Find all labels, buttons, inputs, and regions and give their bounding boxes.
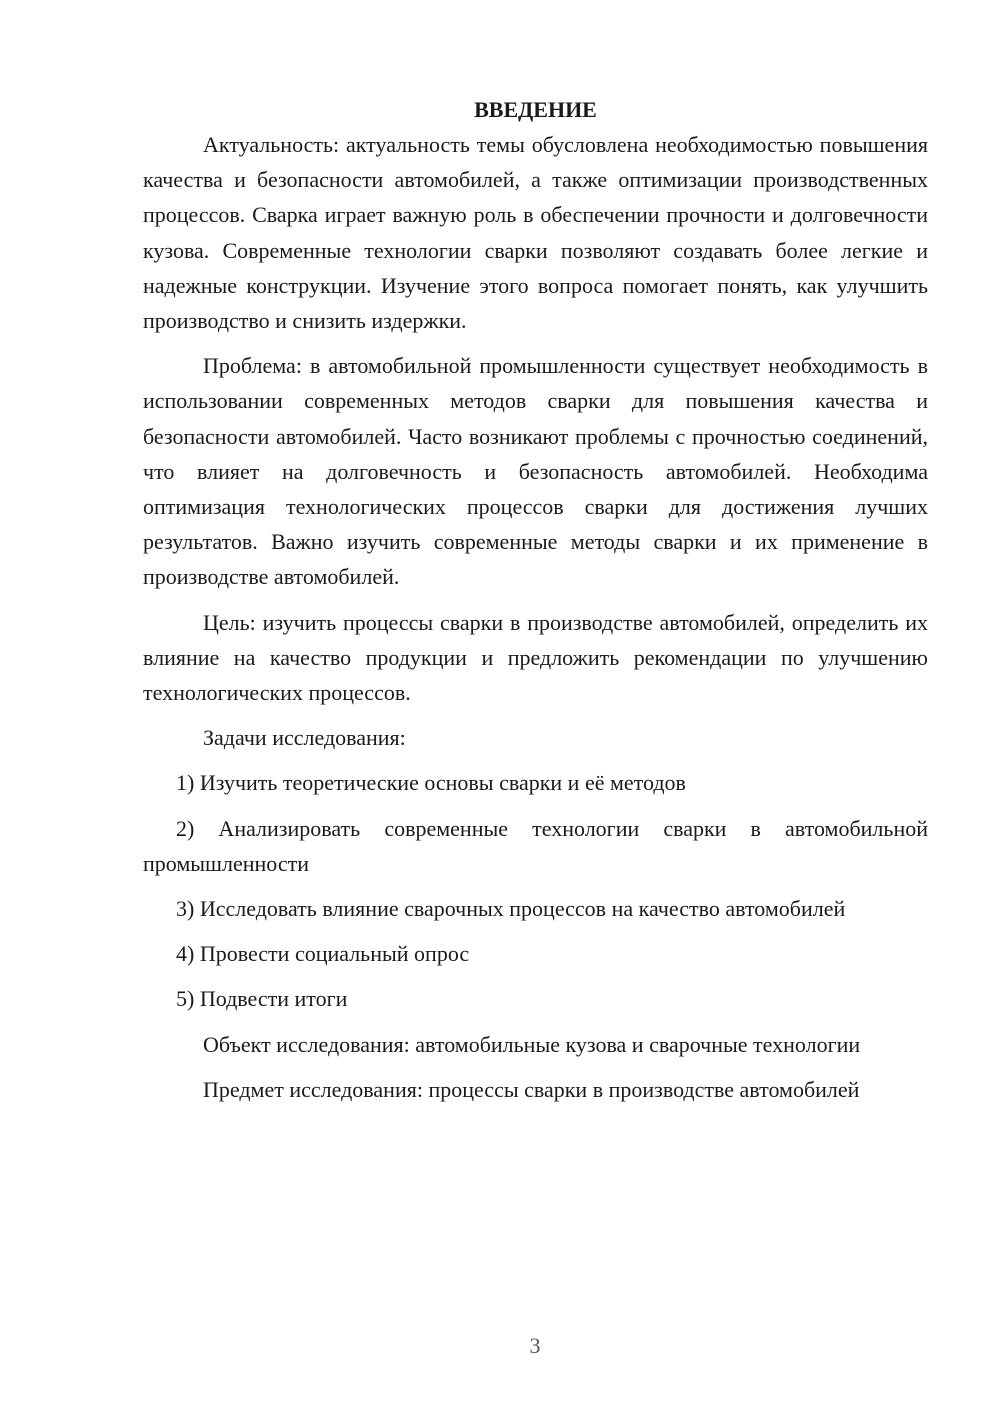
paragraph-object: Объект исследования: автомобильные кузова и сварочные технологии [203, 1031, 861, 1057]
paragraph-tasks-heading: Задачи исследования: [203, 725, 406, 751]
task-item-5: 5) Подвести итоги [176, 986, 348, 1012]
paragraph-goal: Цель: изучить процессы сварки в производстве автомобилей, определить их влияние на качество продукции и предложить рекомендации по улучшению технологических процессов. [143, 609, 928, 706]
task-item-1: 1) Изучить теоретические основы сварки и её методов [176, 770, 686, 796]
task-item-2: 2) Анализировать современные технологии сварки в автомобильной промышленности [143, 815, 928, 876]
page-number: 3 [529, 1333, 541, 1358]
task-item-3: 3) Исследовать влияние сварочных процессов на качество автомобилей [176, 896, 846, 922]
document-page [143, 92, 928, 1117]
paragraph-subject: Предмет исследования: процессы сварки в производстве автомобилей [203, 1076, 860, 1102]
task-item-4: 4) Провести социальный опрос [176, 941, 470, 967]
paragraph-relevance: Актуальность: актуальность темы обусловлена необходимостью повышения качества и безопасности автомобилей, а также оптимизации производственных процессов. Сварка играет важную роль в обеспечении прочности и долговечности кузова. Современные технологии сварки позволяют создавать более легкие и надежные конструкции. Изучение этого вопроса помогает понять, как улучшить производство и снизить издержки. [143, 132, 928, 334]
paragraph-problem: Проблема: в автомобильной промышленности существует необходимость в использовании современных методов сварки для повышения качества и безопасности автомобилей. Часто возникают проблемы с прочностью соединений, что влияет на долговечность и безопасность автомобилей. Необходима оптимизация технологических процессов сварки для достижения лучших результатов. Важно изучить современные методы сварки и их применение в производстве автомобилей. [143, 353, 928, 590]
section-title: ВВЕДЕНИЕ [474, 97, 597, 122]
